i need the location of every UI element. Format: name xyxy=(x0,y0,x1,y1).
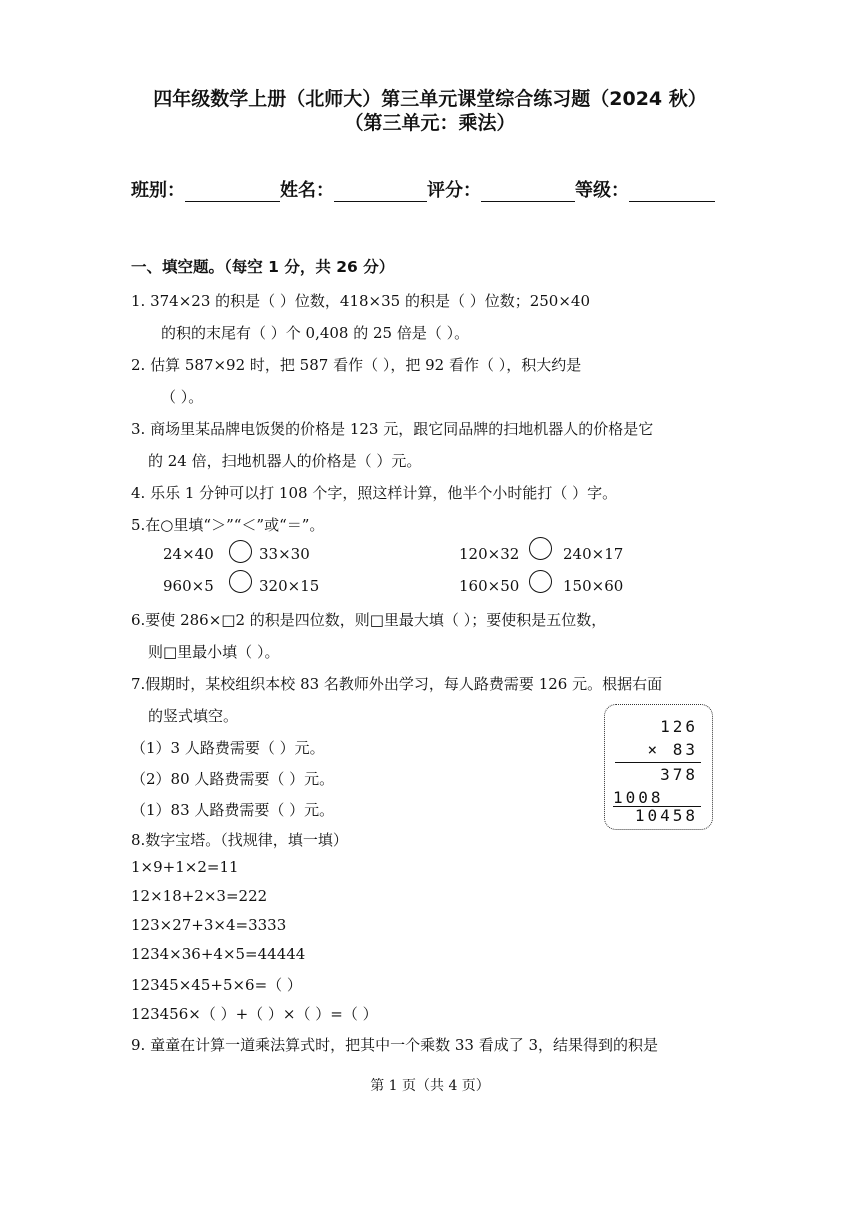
question-6-line-1: 6.要使 286×□2 的积是四位数，则□里最大填（ ）；要使积是五位数， xyxy=(131,611,607,629)
question-6-line-2: 则□里最小填（ ）。 xyxy=(148,643,280,661)
question-7-sub-3: （1）83 人路费需要（ ）元。 xyxy=(131,801,335,819)
pyramid-row-1: 1×9+1×2=11 xyxy=(131,858,239,876)
page-subtitle: （第三单元：乘法） xyxy=(344,112,516,134)
score-label: 评分： xyxy=(427,180,481,201)
question-7-sub-2: （2）80 人路费需要（ ）元。 xyxy=(131,770,335,788)
page-number: 第 1 页（共 4 页） xyxy=(370,1078,490,1094)
compare-a-left: 24×40 xyxy=(163,545,214,563)
compare-a-right: 33×30 xyxy=(259,545,310,563)
multiplier: × 83 xyxy=(647,740,698,759)
product-line-1 xyxy=(615,762,701,763)
name-label: 姓名： xyxy=(280,180,334,201)
question-8-heading: 8.数字宝塔。（找规律，填一填） xyxy=(131,831,348,849)
question-3-line-1: 3. 商场里某品牌电饭煲的价格是 123 元，跟它同品牌的扫地机器人的价格是它 xyxy=(131,420,654,438)
section-heading-fill-blank: 一、填空题。（每空 1 分，共 26 分） xyxy=(131,258,395,276)
compare-circle-c[interactable] xyxy=(229,570,252,593)
pyramid-row-6: 123456×（ ）+（ ）×（ ）=（ ） xyxy=(131,1005,378,1023)
grade-blank[interactable] xyxy=(629,183,715,202)
score-blank[interactable] xyxy=(481,183,575,202)
class-blank[interactable] xyxy=(185,183,280,202)
partial-product-2: 1008 xyxy=(613,788,664,807)
vertical-multiplication-box xyxy=(604,704,713,830)
class-label: 班别： xyxy=(131,180,185,201)
question-3-line-2: 的 24 倍，扫地机器人的价格是（ ）元。 xyxy=(148,452,422,470)
compare-c-right: 320×15 xyxy=(259,577,320,595)
compare-b-left: 120×32 xyxy=(459,545,520,563)
question-7-sub-1: （1）3 人路费需要（ ）元。 xyxy=(131,739,325,757)
pyramid-row-5: 12345×45+5×6=（ ） xyxy=(131,976,302,994)
final-product: 10458 xyxy=(634,806,698,825)
question-2-line-2: （ ）。 xyxy=(161,388,204,406)
pyramid-row-4: 1234×36+4×5=44444 xyxy=(131,945,306,963)
student-info-row xyxy=(131,176,715,202)
page-title: 四年级数学上册（北师大）第三单元课堂综合练习题（2024 秋） xyxy=(153,88,707,110)
question-7-line-1: 7.假期时，某校组织本校 83 名教师外出学习，每人路费需要 126 元。根据右面 xyxy=(131,675,663,693)
pyramid-row-2: 12×18+2×3=222 xyxy=(131,887,268,905)
grade-label: 等级： xyxy=(575,180,629,201)
question-4: 4. 乐乐 1 分钟可以打 108 个字，照这样计算，他半个小时能打（ ）字。 xyxy=(131,484,618,502)
compare-d-right: 150×60 xyxy=(563,577,624,595)
compare-c-left: 960×5 xyxy=(163,577,214,595)
compare-circle-d[interactable] xyxy=(529,570,552,593)
compare-circle-b[interactable] xyxy=(529,537,552,560)
question-9-line-1: 9. 童童在计算一道乘法算式时，把其中一个乘数 33 看成了 3，结果得到的积是 xyxy=(131,1036,659,1054)
question-2-line-1: 2. 估算 587×92 时，把 587 看作（ ），把 92 看作（ ），积大约是 xyxy=(131,356,582,374)
question-5: 5.在○里填“＞”“＜”或“＝”。 xyxy=(131,516,325,534)
multiplicand: 126 xyxy=(660,717,698,736)
compare-circle-a[interactable] xyxy=(229,540,252,563)
compare-b-right: 240×17 xyxy=(563,545,624,563)
name-blank[interactable] xyxy=(334,183,427,202)
compare-d-left: 160×50 xyxy=(459,577,520,595)
pyramid-row-3: 123×27+3×4=3333 xyxy=(131,916,287,934)
question-1-line-1: 1. 374×23 的积是（ ）位数，418×35 的积是（ ）位数；250×40 xyxy=(131,292,591,310)
question-1-line-2: 的积的末尾有（ ）个 0,408 的 25 倍是（ ）。 xyxy=(161,324,470,342)
question-7-line-2: 的竖式填空。 xyxy=(148,707,239,725)
partial-product-1: 378 xyxy=(660,765,698,784)
